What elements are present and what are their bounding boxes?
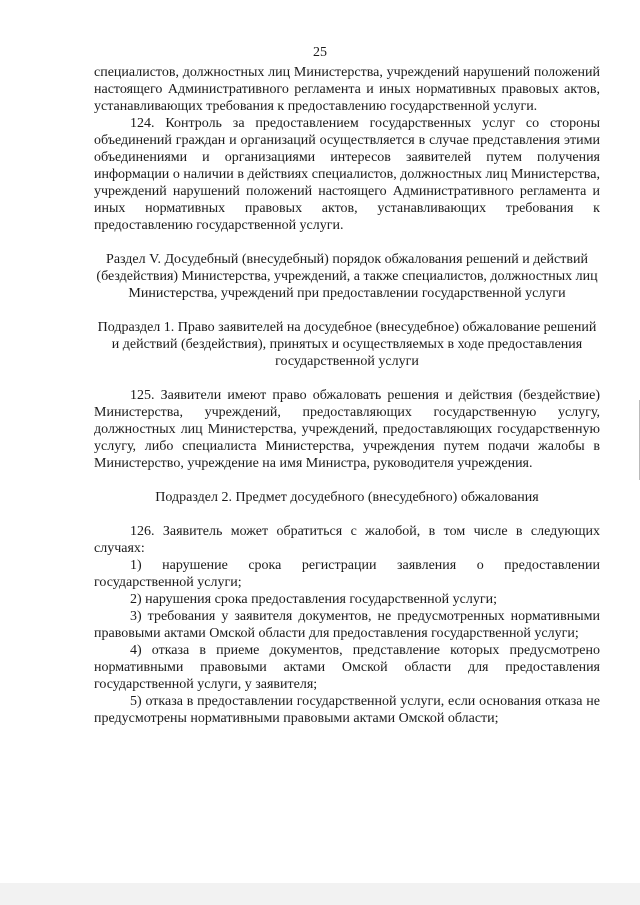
paragraph-126: 126. Заявитель может обратиться с жалобой, в том числе в следующих случаях: — [94, 524, 600, 556]
list-item: 4) отказа в приеме документов, представление которых предусмотрено нормативными правовыми актами Омской области для предоставления государственной услуги, у заявителя; — [94, 643, 600, 692]
list-item: 2) нарушения срока предоставления государственной услуги; — [130, 592, 497, 607]
document-body — [94, 64, 600, 727]
subsection-1-title: Подраздел 1. Право заявителей на досудебное (внесудебное) обжалование решений и действий (бездействия), принятых и осуществляемых в ходе предоставления государственной услуги — [97, 320, 597, 369]
subsection-2-title: Подраздел 2. Предмет досудебного (внесудебного) обжалования — [155, 490, 539, 505]
list-item: 5) отказа в предоставлении государственной услуги, если основания отказа не предусмотрены нормативными правовыми актами Омской области; — [94, 694, 600, 726]
list-item: 3) требования у заявителя документов, не предусмотренных нормативными правовыми актами Омской области для предоставления государственной услуги; — [94, 609, 600, 641]
page-number: 25 — [313, 45, 327, 60]
list-item: 1) нарушение срока регистрации заявления о предоставлении государственной услуги; — [94, 558, 600, 590]
paragraph-125: 125. Заявители имеют право обжаловать решения и действия (бездействие) Министерства, учреждений, предоставляющих государственную услугу, должностных лиц Министерства, учреждений, предоставляющих государственную услугу, либо специалиста Министерства, учреждения путем подачи жалобы в Министерство, учреждение на имя Министра, руководителя учреждения. — [94, 388, 600, 471]
scan-bottom-margin — [0, 883, 640, 905]
paragraph-continued: специалистов, должностных лиц Министерства, учреждений нарушений положений настоящего Административного регламента и иных нормативных правовых актов, устанавливающих требования к предоставлению государственной услуги. — [94, 65, 600, 114]
paragraph-124: 124. Контроль за предоставлением государственных услуг со стороны объединений граждан и организаций осуществляется в случае представления этими объединениями и организациями интересов заявителей путем получения информации о наличии в действиях специалистов, должностных лиц Министерства, учреждений нарушений положений настоящего Административного регламента и иных нормативных правовых актов, устанавливающих требования к предоставлению государственной услуги. — [94, 116, 600, 233]
section-v-title: Раздел V. Досудебный (внесудебный) порядок обжалования решений и действий (бездействия) Министерства, учреждений, а также специалистов, должностных лиц Министерства, учреждений при предоставлении государственной услуги — [96, 252, 598, 301]
